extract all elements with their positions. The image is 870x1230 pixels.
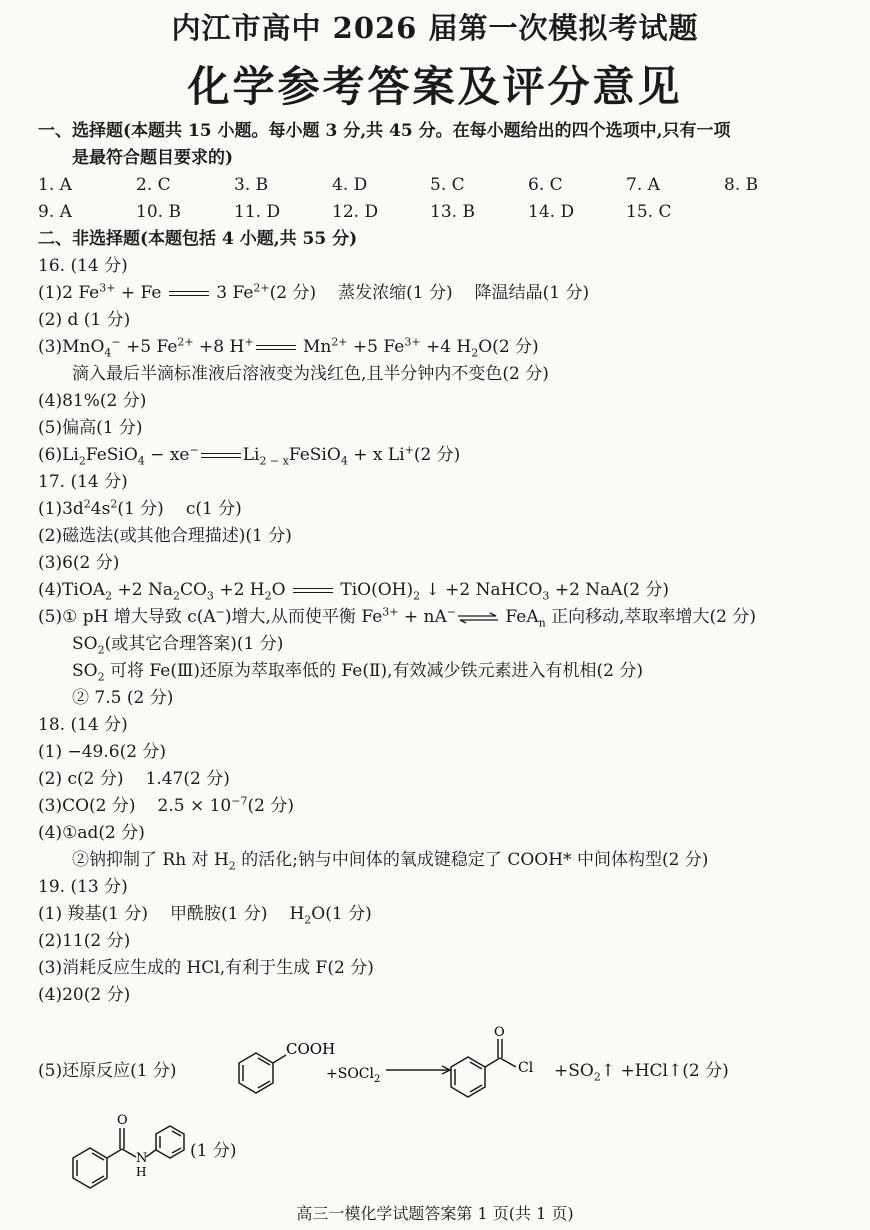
mc-answer: 1. A	[38, 175, 72, 195]
q17-heading: 17. (14 分)	[38, 472, 128, 492]
mc-answer: 2. C	[136, 175, 171, 195]
q19-part1: (1) 羧基(1 分) 甲酰胺(1 分) $H_2O(1$ 分)	[38, 904, 372, 927]
mc-answers-row1	[38, 172, 838, 199]
q16-part3: (3)MnO$_4$− +5 $Fe^{2+} +8$ H+ $Mn^{2+} +5$ $Fe^{3+} +4$ $H_2O(2$ 分)	[38, 335, 539, 360]
q17-part5-ph: ② 7.5 (2 分)	[72, 688, 174, 708]
q17-part5-reason: $SO_2$ 可将 Fe(Ⅲ)还原为萃取率低的 Fe(Ⅱ),有效减少铁元素进入有机相(2 分)	[72, 661, 644, 684]
section1-heading: 一、选择题(本题共 15 小题。每小题 3 分,共 45 分。在每小题给出的四个选项中,只有一项	[38, 121, 731, 141]
q18-part4-mechanism: ②钠抑制了 Rh 对 $H_2$ 的活化;钠与中间体的氧成键稳定了 COOH* 中间体构型(2 分)	[72, 850, 709, 873]
cl-label: Cl	[518, 1060, 534, 1076]
benzanilide-structure	[60, 1100, 190, 1195]
q16-part3-endpoint: 滴入最后半滴标准液后溶液变为浅红色,且半分钟内不变色(2 分)	[72, 364, 549, 384]
equals-sign	[167, 289, 211, 299]
q18-part4: (4)①ad(2 分)	[38, 823, 145, 843]
equals-sign	[199, 451, 243, 461]
carbonyl-o-label: O	[494, 1025, 505, 1040]
mc-answer: 10. B	[136, 202, 181, 222]
q19-part5-label: (5)还原反应(1 分)	[38, 1061, 177, 1081]
q19-part3: (3)消耗反应生成的 HCl,有利于生成 F(2 分)	[38, 958, 374, 978]
q19-heading: 19. (13 分)	[38, 877, 128, 897]
mc-answer: 6. C	[528, 175, 563, 195]
reaction-scheme	[228, 1012, 558, 1112]
benzoyl-chloride-structure	[451, 1039, 516, 1097]
reaction-arrow-icon	[386, 1066, 450, 1074]
amide-n-label: N	[136, 1151, 148, 1166]
amide-h-label: H	[136, 1165, 147, 1179]
amide-points: (1 分)	[190, 1141, 237, 1161]
equilibrium-arrow-icon	[456, 612, 500, 624]
q16-part1: (1)2 $Fe^{3+} + Fe$ 3 $Fe^{2+}(2$ 分) 蒸发浓缩(1 分) 降温结晶(1 分)	[38, 281, 590, 303]
q18-part3: (3)CO(2 分) $2.5 \times 10^{-7}(2$ 分)	[38, 794, 294, 816]
q17-part5-reagent: $SO_2$(或其它合理答案)(1 分)	[72, 634, 284, 657]
mc-answer: 14. D	[528, 202, 575, 222]
q17-part2: (2)磁选法(或其他合理描述)(1 分)	[38, 526, 292, 546]
reagent-label: +SOCl$_2$	[326, 1066, 381, 1085]
mc-answer: 12. D	[332, 202, 379, 222]
section2-heading: 二、非选择题(本题包括 4 小题,共 55 分)	[38, 229, 358, 249]
q19-part2: (2)11(2 分)	[38, 931, 131, 951]
equals-sign	[254, 343, 298, 353]
q17-part4: (4)TiOA$_2$ +2 $Na_2CO_3 +2$ $H_2O$ $TiO(OH)_2$ ↓ +2 NaHCO$_3$ +2 NaA(2 分)	[38, 580, 670, 603]
q18-part1: (1) −49.6(2 分)	[38, 742, 167, 762]
mc-answer: 3. B	[234, 175, 269, 195]
q18-heading: 18. (14 分)	[38, 715, 128, 735]
q16-part2: (2) d (1 分)	[38, 310, 131, 330]
amide-o-label: O	[117, 1113, 128, 1128]
mc-answer: 4. D	[332, 175, 368, 195]
q17-part3: (3)6(2 分)	[38, 553, 120, 573]
q17-part5: (5)① pH 增大导致 c(A−)增大,从而使平衡 $Fe^{3+} + nA^-$ FeA$_n$ 正向移动,萃取率增大(2 分)	[38, 605, 756, 630]
mc-answer: 11. D	[234, 202, 281, 222]
section1-heading-cont: 是最符合题目要求的)	[72, 148, 234, 168]
q16-part6: $(6)Li_2FeSiO_4 - xe^-$ $Li_{2 - x}FeSiO_4 + x$ Li+(2 分)	[38, 443, 461, 468]
answer-key-title: 化学参考答案及评分意见	[187, 62, 683, 111]
q17-part1: $(1)3d^24s^2(1$ 分) c(1 分)	[38, 497, 242, 519]
mc-answer: 15. C	[626, 202, 672, 222]
byproducts-label: $+SO_2↑$ +HCl↑(2 分)	[554, 1061, 729, 1084]
exam-title: 内江市高中 2026 届第一次模拟考试题	[171, 11, 699, 45]
equals-sign	[291, 586, 335, 596]
mc-answer: 7. A	[626, 175, 660, 195]
answer-body	[38, 118, 838, 1009]
q19-part4: (4)20(2 分)	[38, 985, 131, 1005]
mc-answer: 13. B	[430, 202, 475, 222]
q16-heading: 16. (14 分)	[38, 256, 128, 276]
benzoic-acid-structure	[239, 1053, 286, 1093]
cooh-label: COOH	[286, 1040, 336, 1058]
page-footer: 高三一模化学试题答案第 1 页(共 1 页)	[296, 1204, 574, 1223]
mc-answer: 9. A	[38, 202, 72, 222]
mc-answer: 5. C	[430, 175, 465, 195]
mc-answer: 8. B	[724, 175, 759, 195]
q18-part2: (2) c(2 分) 1.47(2 分)	[38, 769, 230, 789]
q16-part5: (5)偏高(1 分)	[38, 418, 143, 438]
mc-answers-row2	[38, 199, 838, 226]
q16-part4: (4)81%(2 分)	[38, 391, 147, 411]
